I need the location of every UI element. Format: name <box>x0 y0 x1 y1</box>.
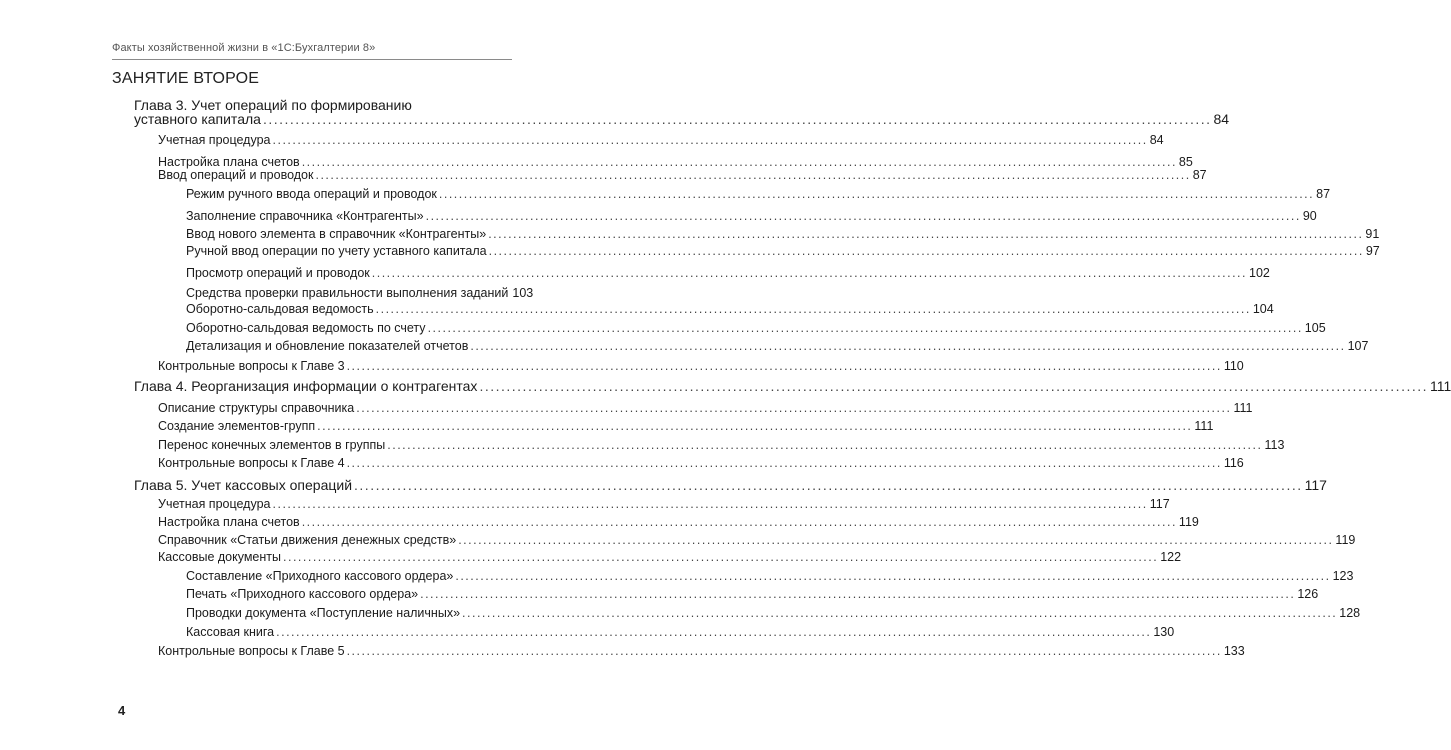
toc-entry-page: 110 <box>1223 359 1244 373</box>
toc-entry-title: Средства проверки правильности выполнения заданий <box>186 286 509 300</box>
toc-entry-page: 111 <box>1233 401 1253 415</box>
header-rule <box>112 59 512 60</box>
toc-entry-page: 123 <box>1332 569 1354 583</box>
toc-entry <box>158 644 1245 658</box>
toc-entry <box>158 497 1170 511</box>
toc-entry <box>158 550 1182 564</box>
page-number: 4 <box>118 703 126 718</box>
toc-entry-page: 126 <box>1297 587 1319 601</box>
toc-entry-title: Создание элементов-групп <box>158 419 316 433</box>
toc-entry-title: Настройка плана счетов <box>158 515 300 529</box>
toc-entry-title: Ручной ввод операции по учету уставного капитала <box>186 244 487 258</box>
toc-entry <box>186 286 534 300</box>
toc-entry-title: Печать «Приходного кассового ордера» <box>186 587 419 601</box>
toc-entry <box>186 339 1369 353</box>
toc-entry <box>186 606 1361 620</box>
toc-entry-title: Перенос конечных элементов в группы <box>158 438 386 452</box>
toc-entry <box>186 244 1380 258</box>
toc-entry <box>186 569 1354 583</box>
toc-entry-page: 97 <box>1365 244 1380 258</box>
toc-entry-title: Оборотно-сальдовая ведомость по счету <box>186 321 426 335</box>
toc-entry-title: уставного капитала <box>134 111 261 127</box>
toc-entry-page: 111 <box>1430 378 1451 394</box>
toc-entry-page: 113 <box>1264 438 1285 452</box>
toc-entry-page: 111 <box>1194 419 1214 433</box>
toc-entry <box>158 168 1207 182</box>
toc-entry-page: 84 <box>1149 133 1164 147</box>
toc-entry <box>158 419 1214 433</box>
toc-entry-title: Кассовая книга <box>186 625 275 639</box>
toc-entry-chapter-5 <box>134 477 1327 493</box>
toc-entry-page: 116 <box>1223 456 1244 470</box>
toc-entry-title: Глава 4. Реорганизация информации о контрагентах <box>134 378 478 394</box>
toc-entry-title: Детализация и обновление показателей отчетов <box>186 339 469 353</box>
toc-entry <box>158 401 1253 415</box>
toc-entry-page: 117 <box>1304 477 1327 493</box>
toc-entry-page: 122 <box>1160 550 1182 564</box>
toc-entry-title: Глава 5. Учет кассовых операций <box>134 477 353 493</box>
toc-entry-page: 128 <box>1339 606 1361 620</box>
toc-entry <box>186 227 1380 241</box>
toc-entry-title: Проводки документа «Поступление наличных» <box>186 606 461 620</box>
toc-entry-page: 130 <box>1153 625 1175 639</box>
toc-entry-title: Справочник «Статьи движения денежных средств» <box>158 533 457 547</box>
toc-entry-page: 105 <box>1304 321 1326 335</box>
toc-entry-title: Контрольные вопросы к Главе 3 <box>158 359 345 373</box>
toc-entry-page: 104 <box>1252 302 1274 316</box>
toc-entry-title: Настройка плана счетов <box>158 155 300 169</box>
toc-entry-chapter-4 <box>134 378 1451 394</box>
toc-entry-page: 119 <box>1178 515 1199 529</box>
toc-entry <box>158 515 1199 529</box>
toc-entry-title: Ввод нового элемента в справочник «Контрагенты» <box>186 227 487 241</box>
toc-entry-title: Режим ручного ввода операций и проводок <box>186 187 437 201</box>
toc-entry-page: 87 <box>1192 168 1207 182</box>
toc-entry <box>186 302 1274 316</box>
toc-entry-title: Заполнение справочника «Контрагенты» <box>186 209 424 223</box>
toc-entry-page: 103 <box>512 286 534 300</box>
toc-entry <box>158 359 1244 373</box>
toc-entry-title: Учетная процедура <box>158 133 271 147</box>
toc-entry <box>158 456 1244 470</box>
toc-entry <box>186 187 1331 201</box>
toc-entry-page: 84 <box>1213 111 1230 127</box>
toc-entry-title: Кассовые документы <box>158 550 281 564</box>
toc-entry <box>158 438 1285 452</box>
toc-entry-page: 119 <box>1335 533 1356 547</box>
toc-entry <box>186 587 1319 601</box>
toc-entry-page: 107 <box>1347 339 1369 353</box>
toc-entry <box>186 266 1270 280</box>
toc-entry-page: 87 <box>1316 187 1331 201</box>
toc-entry-title: Просмотр операций и проводок <box>186 266 370 280</box>
toc-entry-title: Ввод операций и проводок <box>158 168 314 182</box>
toc-entry <box>186 625 1175 639</box>
toc-entry-title: Контрольные вопросы к Главе 5 <box>158 644 345 658</box>
toc-entry <box>158 155 1193 169</box>
toc-entry-title: Учетная процедура <box>158 497 271 511</box>
toc-entry <box>186 321 1326 335</box>
toc-entry-chapter-3 <box>134 111 1230 127</box>
toc-entry-page: 102 <box>1249 266 1270 280</box>
toc-entry-page: 90 <box>1302 209 1317 223</box>
toc-entry-title: Контрольные вопросы к Главе 4 <box>158 456 345 470</box>
toc-entry-title: Оборотно-сальдовая ведомость <box>186 302 374 316</box>
chapter-3-title-line1: Глава 3. Учет операций по формированию <box>134 97 412 113</box>
toc-entry-page: 133 <box>1223 644 1245 658</box>
toc-entry-title: Составление «Приходного кассового ордера» <box>186 569 454 583</box>
toc-entry-page: 117 <box>1149 497 1170 511</box>
running-header: Факты хозяйственной жизни в «1С:Бухгалтерии 8» <box>112 42 376 54</box>
toc-entry-page: 91 <box>1365 227 1380 241</box>
toc-entry-title: Описание структуры справочника <box>158 401 355 415</box>
section-title: ЗАНЯТИЕ ВТОРОЕ <box>112 70 260 87</box>
toc-entry <box>158 533 1356 547</box>
toc-entry <box>158 133 1164 147</box>
toc-entry-page: 85 <box>1178 155 1193 169</box>
toc-entry <box>186 209 1317 223</box>
